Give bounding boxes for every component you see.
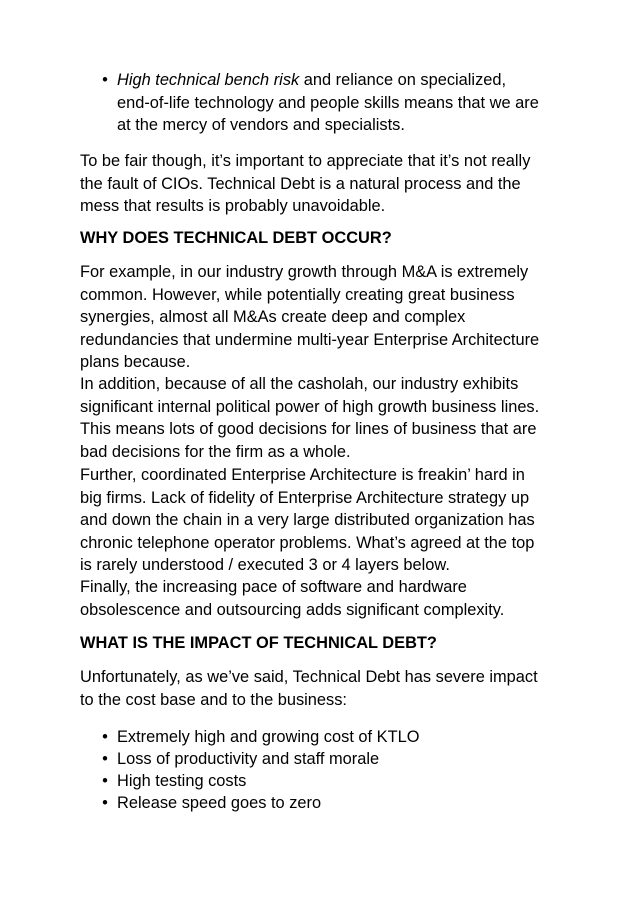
heading-impact: WHAT IS THE IMPACT OF TECHNICAL DEBT? bbox=[80, 634, 437, 652]
paragraph-line: chronic telephone operator problems. What’s agreed at the top bbox=[80, 533, 535, 552]
bullet-mark: • bbox=[102, 794, 108, 812]
paragraph-line: mess that results is probably unavoidable. bbox=[80, 197, 386, 215]
paragraph-line: bad decisions for the firm as a whole. bbox=[80, 442, 351, 461]
paragraph-line: Unfortunately, as we’ve said, Technical Debt has severe impact bbox=[80, 668, 538, 686]
paragraph-line: to the cost base and to the business: bbox=[80, 690, 347, 709]
bullet-line-1 bbox=[117, 69, 539, 92]
paragraph-line: is rarely understood / executed 3 or 4 layers below. bbox=[80, 556, 450, 574]
paragraph-unfortunately bbox=[80, 666, 600, 711]
paragraph-line: To be fair though, it’s important to appreciate that it’s not really bbox=[80, 152, 531, 170]
bullet-line-2: end-of-life technology and people skills means that we are bbox=[117, 93, 539, 112]
paragraph-example bbox=[80, 261, 600, 374]
paragraph-line: Further, coordinated Enterprise Architecture is freakin’ hard in bbox=[80, 466, 525, 484]
paragraph-line: and down the chain in a very large distributed organization has bbox=[80, 511, 535, 529]
paragraph-line: common. However, while potentially creating great business bbox=[80, 285, 515, 304]
bullet-mark: • bbox=[102, 772, 108, 790]
paragraph-line: redundancies that undermine multi-year Enterprise Architecture bbox=[80, 330, 540, 349]
paragraph-finally bbox=[80, 576, 600, 621]
paragraph-line: the fault of CIOs. Technical Debt is a natural process and the bbox=[80, 174, 521, 193]
bullet-mark: • bbox=[102, 71, 108, 89]
bullet-text: Extremely high and growing cost of KTLO bbox=[117, 728, 420, 746]
bullet-mark: • bbox=[102, 750, 108, 768]
paragraph-line: For example, in our industry growth through M&A is extremely bbox=[80, 263, 529, 281]
paragraph-line: synergies, almost all M&As create deep and complex bbox=[80, 308, 466, 326]
italic-lead: High technical bench risk bbox=[117, 71, 300, 89]
paragraph-fair bbox=[80, 150, 600, 218]
bullet-line-1-rest: and reliance on specialized, bbox=[299, 71, 507, 89]
paragraph-line: Finally, the increasing pace of software and hardware bbox=[80, 578, 467, 596]
bullet-text: High testing costs bbox=[117, 772, 247, 790]
paragraph-line: plans because. bbox=[80, 353, 191, 371]
paragraph-addition bbox=[80, 373, 600, 463]
paragraph-line: obsolescence and outsourcing adds significant complexity. bbox=[80, 600, 505, 619]
bullet-text: Release speed goes to zero bbox=[117, 794, 322, 812]
paragraph-further bbox=[80, 464, 600, 577]
bullet-text bbox=[117, 69, 539, 137]
bullet-line-3: at the mercy of vendors and specialists. bbox=[117, 116, 405, 134]
bullet-text: Loss of productivity and staff morale bbox=[117, 750, 380, 768]
heading-why: WHY DOES TECHNICAL DEBT OCCUR? bbox=[80, 229, 392, 247]
paragraph-line: significant internal political power of high growth business lines. bbox=[80, 397, 540, 416]
paragraph-line: This means lots of good decisions for lines of business that are bbox=[80, 420, 537, 438]
paragraph-line: In addition, because of all the casholah, our industry exhibits bbox=[80, 375, 519, 393]
paragraph-line: big firms. Lack of fidelity of Enterprise Architecture strategy up bbox=[80, 488, 530, 507]
bullet-mark: • bbox=[102, 728, 108, 746]
